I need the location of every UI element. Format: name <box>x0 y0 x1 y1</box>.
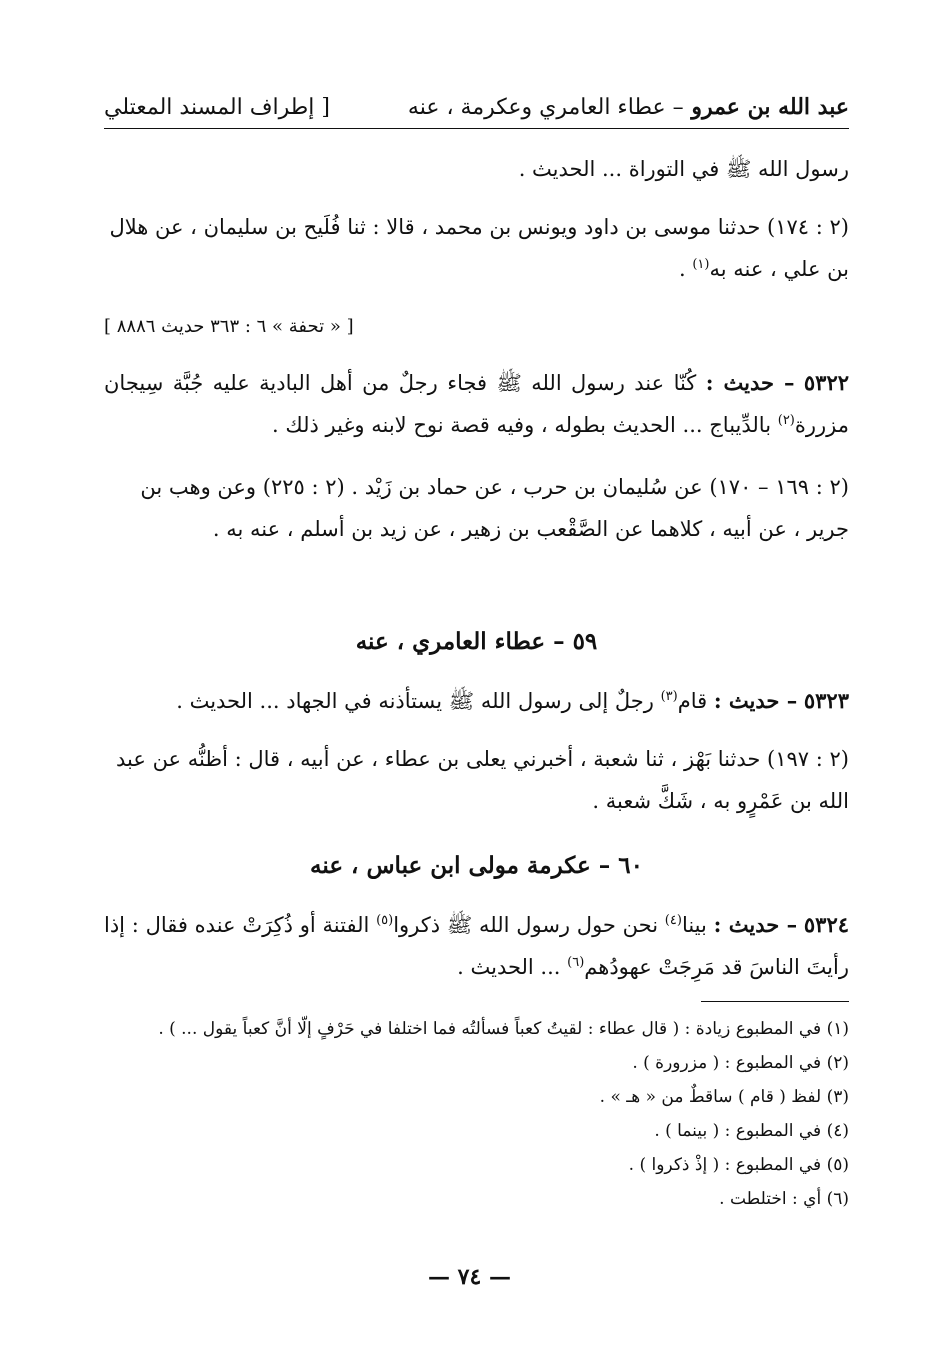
footnote-ref-4[interactable]: (٤) <box>664 913 682 928</box>
hadith-5322 <box>104 362 849 446</box>
source-text: (٢ : ١٩٧) حدثنا بَهْز ، ثنا شعبة ، أخبرني يعلى بن عطاء ، عن أبيه ، قال : أظنُّه عن عبد الله بن عَمْرٍو به ، شَكَّ شعبة . <box>116 747 849 813</box>
hadith-5324-text: ٥٣٢٤ – حديث : بينا$^{(٤)}$ نحن حول رسول الله ﷺ ذكروا$^{(٥)}$ الفتنة أو ذُكِرَتْ عنده فقال : إذا رأيتَ الناسَ قد مَرِجَتْ عهودُهم$^{(٦)}$ ... الحديث . <box>104 912 850 979</box>
footnote-rule <box>701 1001 849 1002</box>
hadith-5324 <box>104 904 849 988</box>
footnote-item: (٦) أي : اختلطت . <box>719 1189 849 1209</box>
hadith-5323-source <box>104 738 849 822</box>
running-head-title <box>408 92 849 123</box>
footnote-ref-2[interactable]: (٢) <box>777 413 795 428</box>
hadith-5323 <box>104 680 849 722</box>
footnote-ref-5[interactable]: (٥) <box>376 913 394 928</box>
section-heading-59: ٥٩ – عطاء العامري ، عنه <box>355 628 598 655</box>
source-block-prev <box>104 206 849 290</box>
header-rule <box>104 128 849 129</box>
continuation-text: رسول الله ﷺ في التوراة ... الحديث . <box>518 157 849 181</box>
footnote-ref-3[interactable]: (٣) <box>660 689 678 704</box>
source-text: (٢ : ١٦٩ – ١٧٠) عن سُليمان بن حرب ، عن حماد بن زَيْد . (٢ : ٢٢٥) وعن وهب بن جرير ، عن أبيه ، كلاهما عن الصَّقْعب بن زهير ، عن زيد بن أسلم ، عنه به . <box>140 475 849 541</box>
running-head <box>104 92 849 123</box>
footnote-item: (٢) في المطبوع : ( مزرورة ) . <box>632 1053 849 1073</box>
hadith-number: ٥٣٢٢ <box>803 370 850 395</box>
footnote-item: (٣) لفظ ( قام ) ساقطٌ من « هـ » . <box>599 1087 849 1107</box>
footnotes-list <box>104 1012 849 1216</box>
running-head-book: [ إطراف المسند المعتلي <box>104 95 330 120</box>
hadith-5323-text: ٥٣٢٣ – حديث : قام$^{(٣)}$ رجلٌ إلى رسول الله ﷺ يستأذنه في الجهاد ... الحديث . <box>176 688 849 713</box>
footnote-item: (٤) في المطبوع : ( بينما ) . <box>654 1121 849 1141</box>
hadith-keyword: – حديث : <box>705 370 795 395</box>
running-head-author: عبد الله بن عمرو <box>691 94 849 120</box>
page-number: — ٧٤ — <box>428 1264 511 1290</box>
hadith-5322-source <box>104 466 849 550</box>
tuhfa-reference: [ « تحفة » ٦ : ٣٦٣ حديث ٨٨٨٦ ] <box>104 316 354 337</box>
hadith-5322-text: ٥٣٢٢ – حديث : كُنّا عند رسول الله ﷺ فجاء رجلٌ من أهل البادية عليه جُبَّة سِيجان مزررة$^{(٢)}$ بالدِّيباج ... الحديث بطوله ، وفيه قصة نوح لابنه وغير ذلك . <box>104 370 850 437</box>
running-head-subject: – عطاء العامري وعكرمة ، عنه <box>407 95 684 120</box>
hadith-keyword: – حديث : <box>713 688 798 713</box>
hadith-number: ٥٣٢٤ <box>803 912 850 937</box>
source-text-prev: (٢ : ١٧٤) حدثنا موسى بن داود ويونس بن محمد ، قالا : ثنا فُلَيح بن سليمان ، عن هلال بن علي ، عنه به$^{(١)}$ . <box>109 215 849 281</box>
section-heading-60: ٦٠ – عكرمة مولى ابن عباس ، عنه <box>310 852 643 879</box>
hadith-keyword: – حديث : <box>713 912 798 937</box>
footnote-item: (١) في المطبوع زيادة : ( قال عطاء : لقيتُ كعباً فسألتُه فما اختلفا في حَرْفٍ إلّا أنَّ كعباً يقول ... ) . <box>158 1019 849 1039</box>
continuation-block <box>104 148 849 190</box>
footnote-item: (٥) في المطبوع : ( إذْ ذكروا ) . <box>628 1155 849 1175</box>
footnote-ref-1[interactable]: (١) <box>692 257 710 272</box>
footnote-ref-6[interactable]: (٦) <box>567 955 585 970</box>
hadith-number: ٥٣٢٣ <box>803 688 849 713</box>
